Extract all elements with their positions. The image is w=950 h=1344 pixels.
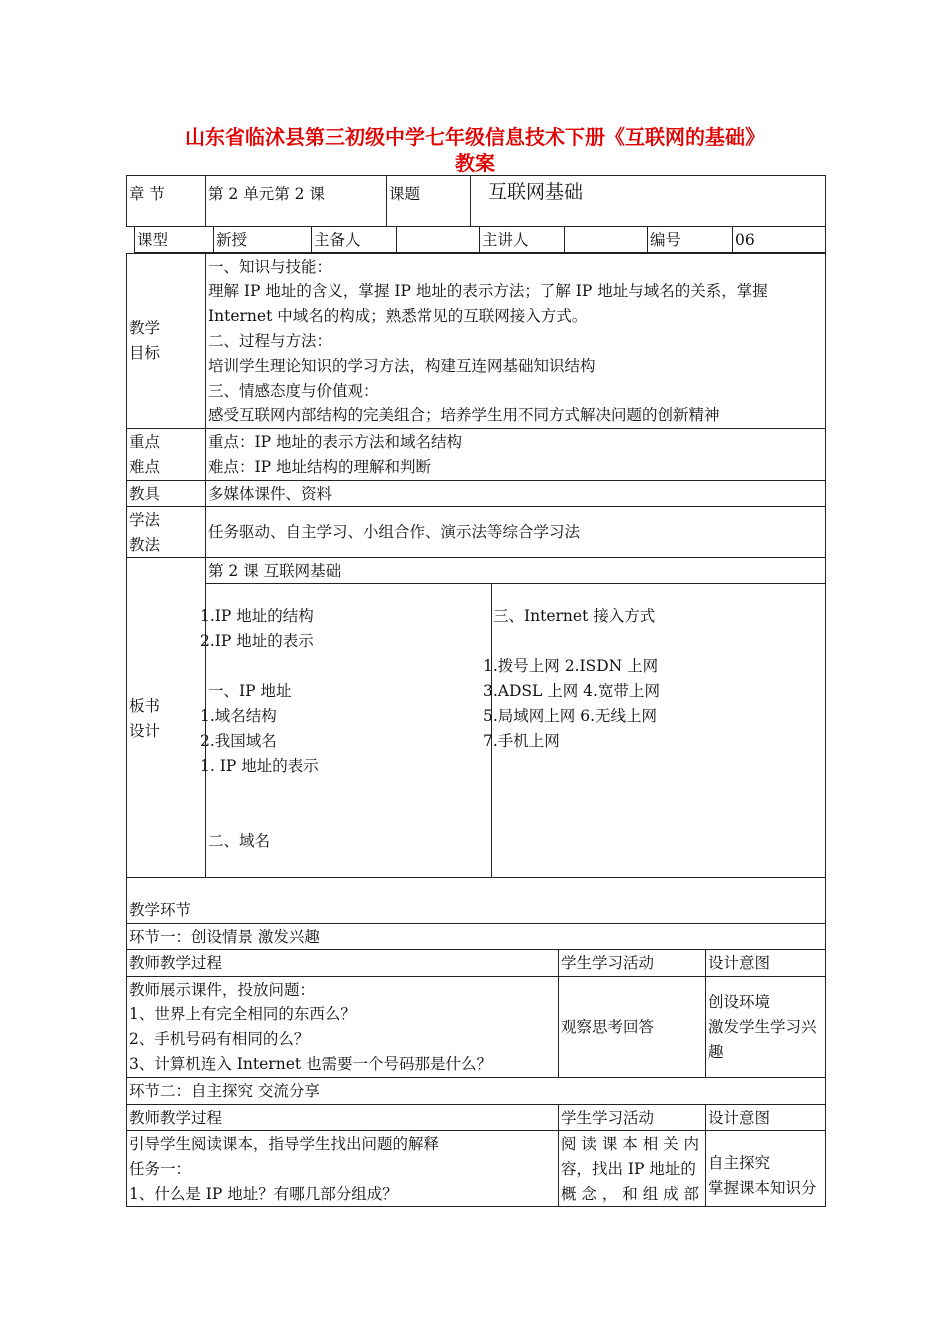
document-title: 山东省临沭县第三初级中学七年级信息技术下册《互联网的基础》: [185, 125, 765, 149]
board-left-line: 2.我国域名: [200, 732, 277, 750]
keypoints-label: 重点: [129, 433, 161, 451]
objective-line: 二、过程与方法：: [208, 332, 333, 350]
col-design-header-2: 设计意图: [708, 1109, 771, 1127]
stage1-student: 观察思考回答: [561, 1018, 655, 1036]
lecturer-label: 主讲人: [482, 231, 529, 249]
document-title-line2: 教案: [455, 151, 495, 175]
board-right-line: 7.手机上网: [483, 732, 560, 750]
stage2-teacher-line: 任务一：: [129, 1160, 192, 1178]
methods-label-2: 教法: [129, 536, 161, 554]
topic-label: 课题: [389, 185, 421, 203]
board-label: 板书: [129, 697, 161, 715]
stage1-design-line: 创设环境: [708, 993, 771, 1011]
methods-label: 学法: [129, 511, 161, 529]
stage1-design-line: 趣: [708, 1043, 724, 1061]
board-right-line: 5.局域网上网 6.无线上网: [483, 707, 658, 725]
stage2-teacher-line: 1、什么是 IP 地址？有哪几部分组成？: [129, 1185, 398, 1203]
stage1-design-line: 激发学生学习兴: [708, 1018, 817, 1036]
stage1-teacher-line: 1、世界上有完全相同的东西么？: [129, 1005, 356, 1023]
objective-line: 三、情感态度与价值观：: [208, 382, 379, 400]
number-label: 编号: [650, 231, 682, 249]
stage-2-title: 环节二：自主探究 交流分享: [129, 1082, 320, 1100]
stage2-design-line: 自主探究: [708, 1154, 771, 1172]
chapter-label: 章 节: [129, 185, 165, 203]
stage2-design-line: 掌握课本知识分: [708, 1179, 817, 1197]
stage2-teacher-line: 引导学生阅读课本，指导学生找出问题的解释: [129, 1135, 440, 1153]
board-left-line: 1. IP 地址的表示: [200, 757, 319, 775]
objectives-label: 教学: [129, 319, 161, 337]
type-label: 课型: [137, 231, 169, 249]
preparer-label: 主备人: [314, 231, 361, 249]
board-left-line: 2.IP 地址的表示: [200, 632, 314, 650]
board-left-line: 1.IP 地址的结构: [200, 607, 314, 625]
col-teacher-header-2: 教师教学过程: [129, 1109, 223, 1127]
board-left-line: 1.域名结构: [200, 707, 277, 725]
objective-line: 一、知识与技能：: [208, 258, 333, 276]
tools-value: 多媒体课件、资料: [208, 485, 333, 503]
board-left-line: 二、域名: [208, 832, 271, 850]
col-student-header-2: 学生学习活动: [561, 1109, 655, 1127]
objective-line: Internet 中域名的构成；熟悉常见的互联网接入方式。: [208, 307, 588, 325]
stage-1-title: 环节一：创设情景 激发兴趣: [129, 928, 320, 946]
stage2-student-line: 容，找出 IP 地址的: [561, 1160, 696, 1178]
board-heading: 第 2 课 互联网基础: [208, 562, 342, 580]
board-right-heading: 三、Internet 接入方式: [493, 607, 656, 625]
key-point: 重点：IP 地址的表示方法和域名结构: [208, 433, 462, 451]
col-student-header: 学生学习活动: [561, 954, 655, 972]
tools-label: 教具: [129, 485, 161, 503]
stage2-student-line: 概 念 ， 和 组 成 部: [561, 1185, 700, 1203]
board-label-2: 设计: [129, 722, 161, 740]
methods-value: 任务驱动、自主学习、小组合作、演示法等综合学习法: [208, 523, 581, 541]
stage2-student-line: 阅 读 课 本 相 关 内: [561, 1135, 700, 1153]
stage1-teacher-line: 3、计算机连入 Internet 也需要一个号码那是什么？: [129, 1055, 493, 1073]
objectives-label-2: 目标: [129, 344, 161, 362]
process-section-title: 教学环节: [129, 901, 192, 919]
keypoints-label-2: 难点: [129, 458, 161, 476]
difficult-point: 难点：IP 地址结构的理解和判断: [208, 458, 431, 476]
objective-line: 理解 IP 地址的含义，掌握 IP 地址的表示方法；了解 IP 地址与域名的关系，掌握: [208, 282, 768, 300]
number-value: 06: [735, 231, 755, 249]
stage1-teacher-line: 2、手机号码有相同的么？: [129, 1030, 310, 1048]
col-design-header: 设计意图: [708, 954, 771, 972]
board-left-line: 一、IP 地址: [208, 682, 292, 700]
board-right-line: 3.ADSL 上网 4.宽带上网: [483, 682, 660, 700]
objective-line: 培训学生理论知识的学习方法，构建互连网基础知识结构: [208, 357, 596, 375]
chapter-value: 第 2 单元第 2 课: [208, 185, 325, 203]
type-value: 新授: [216, 231, 248, 249]
objective-line: 感受互联网内部结构的完美组合；培养学生用不同方式解决问题的创新精神: [208, 406, 720, 424]
board-right-line: 1.拨号上网 2.ISDN 上网: [483, 657, 659, 675]
topic-value: 互联网基础: [488, 181, 584, 203]
stage1-teacher-line: 教师展示课件，投放问题：: [129, 981, 316, 999]
col-teacher-header: 教师教学过程: [129, 954, 223, 972]
